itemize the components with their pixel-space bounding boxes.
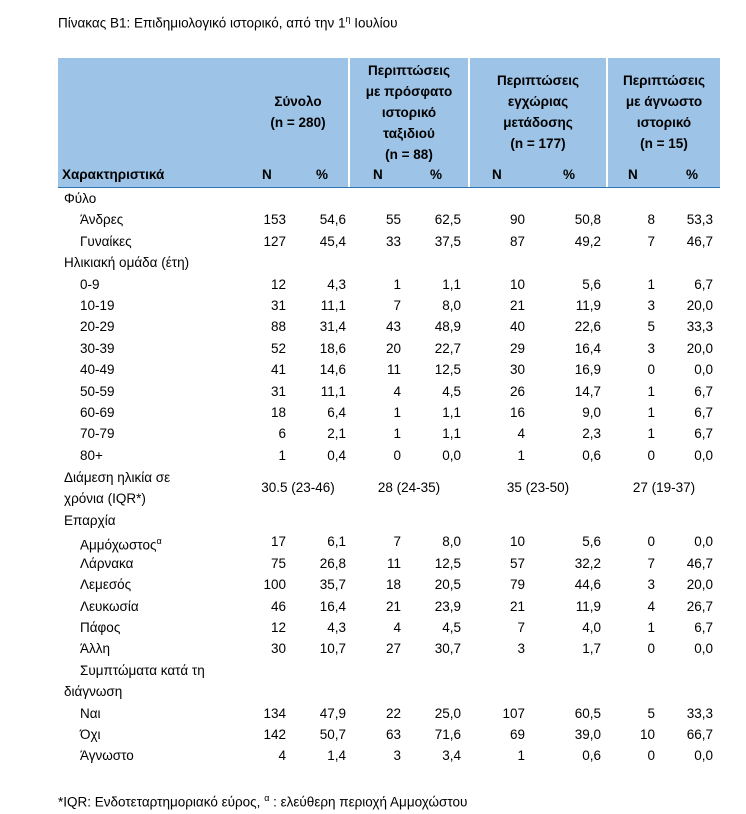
cell: 39,0	[574, 727, 601, 742]
cell: 0,6	[582, 447, 601, 463]
header-group-total: Σύνολο (n = 280)	[270, 94, 326, 130]
cell: 11,1	[320, 298, 346, 313]
table-row	[0, 638, 746, 659]
cell: 23,9	[434, 598, 461, 614]
table-row	[0, 359, 746, 380]
cell: 20,0	[686, 340, 713, 356]
cell: 5,6	[582, 534, 601, 550]
cell: 3	[517, 641, 525, 657]
n-header: N	[628, 167, 638, 182]
row-label: Διάμεση ηλικία σε	[64, 470, 171, 485]
cell: 1,1	[442, 276, 461, 292]
cell: 107	[502, 705, 525, 721]
row-label: Συμπτώματα κατά τη	[80, 662, 205, 678]
row-label: χρόνια (IQR*)	[64, 491, 146, 506]
table-title: Πίνακας Β1: Επιδημιολογικό ιστορικό, από την $1^\eta$ Ιουλίου	[58, 14, 398, 31]
footnote: *IQR: Ενδοτεταρτημοριακό εύρος, $^\alpha$ : ελεύθερη περιοχή Αμμοχώστου	[58, 793, 468, 810]
cell: 8,0	[442, 534, 461, 550]
row-label: Λάρνακα	[80, 555, 134, 571]
pct-header: %	[430, 167, 443, 182]
cell: 87	[509, 233, 525, 249]
cell: 153	[263, 212, 286, 228]
row-label: Ναι	[80, 705, 101, 721]
cell: 30.5 (23-46)	[261, 480, 335, 495]
cell: 0	[647, 748, 655, 764]
cell: 60,5	[574, 705, 601, 721]
cell: 88	[270, 319, 286, 335]
cell: 10,7	[319, 641, 346, 657]
cell: 55	[385, 212, 401, 228]
cell: 4,5	[442, 383, 461, 399]
cell: 0,0	[694, 534, 713, 550]
cell: 14,7	[574, 383, 601, 399]
cell: 20	[385, 340, 401, 356]
cell: 43	[385, 319, 401, 335]
cell: 6,7	[694, 620, 713, 635]
cell: 12	[270, 276, 286, 292]
table-row	[0, 553, 746, 574]
table-row	[0, 531, 746, 552]
cell: 4	[647, 598, 655, 614]
table-row	[0, 316, 746, 337]
table-row	[0, 274, 746, 295]
cell: 4,3	[327, 620, 346, 635]
characteristics-header: Χαρακτηριστικά	[62, 167, 165, 182]
cell: 21	[509, 598, 525, 614]
cell: 22,6	[574, 319, 601, 335]
cell: 11,9	[575, 298, 601, 313]
n-header: N	[262, 167, 272, 182]
cell: 7	[647, 233, 655, 249]
cell: 18	[385, 577, 401, 593]
cell: 46,7	[686, 233, 713, 249]
cell: 46	[270, 598, 286, 614]
cell: 12,5	[434, 555, 461, 571]
row-label: Άγνωστο	[80, 748, 134, 764]
table-row	[0, 231, 746, 252]
table-row	[0, 510, 746, 531]
cell: 33,3	[686, 705, 713, 721]
cell: 30,7	[434, 641, 461, 657]
cell: 31	[270, 298, 286, 313]
row-label: 20-29	[80, 319, 115, 335]
cell: 5	[647, 705, 655, 721]
cell: 47,9	[319, 705, 346, 721]
table-row	[0, 745, 746, 766]
cell: 3,4	[442, 748, 461, 764]
cell: 69	[509, 727, 525, 742]
row-label: Όχι	[80, 727, 101, 742]
cell: 0,6	[582, 748, 601, 764]
cell: 35 (23-50)	[506, 480, 570, 495]
cell: 1	[647, 405, 655, 420]
cell: 20,0	[686, 298, 713, 313]
cell: 4	[278, 748, 286, 764]
table-row	[0, 574, 746, 595]
row-label: Επαρχία	[64, 513, 116, 528]
cell: 1	[647, 276, 655, 292]
cell: 0,0	[442, 447, 461, 463]
cell: 17	[270, 534, 286, 550]
cell: 0	[647, 534, 655, 550]
pct-header: %	[563, 167, 576, 182]
cell: 26,7	[686, 598, 713, 614]
cell: 0	[647, 362, 655, 378]
cell: 48,9	[434, 319, 461, 335]
row-label: 30-39	[80, 340, 115, 356]
cell: 4,0	[582, 620, 601, 635]
cell: 0,0	[694, 641, 713, 657]
cell: 27	[385, 641, 401, 657]
cell: 1	[393, 426, 401, 442]
cell: 11,1	[320, 383, 346, 399]
cell: 4,5	[442, 620, 461, 635]
cell: 28 (24-35)	[377, 480, 441, 495]
cell: 62,5	[434, 212, 461, 228]
cell: 7	[647, 555, 655, 571]
cell: 6,7	[694, 276, 713, 292]
cell: 4,3	[327, 276, 346, 292]
row-label: διάγνωση	[64, 684, 123, 700]
cell: 3	[647, 340, 655, 356]
cell: 1	[393, 276, 401, 292]
cell: 53,3	[686, 212, 713, 228]
cell: 10	[639, 727, 655, 742]
cell: 5	[647, 319, 655, 335]
cell: 0,0	[694, 447, 713, 463]
cell: 8,0	[442, 298, 461, 313]
cell: 12	[270, 620, 286, 635]
cell: 20,0	[686, 577, 713, 593]
table-row	[0, 381, 746, 402]
n-header: N	[373, 167, 383, 182]
cell: 1	[647, 383, 655, 399]
cell: 40	[509, 319, 525, 335]
cell: 22	[385, 705, 401, 721]
cell: 6,1	[327, 534, 346, 550]
cell: 30	[509, 362, 525, 378]
row-label: 0-9	[80, 276, 100, 292]
cell: 22,7	[434, 340, 461, 356]
cell: 7	[393, 534, 401, 550]
row-label: Φύλο	[64, 191, 97, 206]
table-row	[0, 252, 746, 273]
header-group-local: Περιπτώσεις εγχώριας μετάδοσης (n = 177)	[496, 73, 580, 151]
cell: 100	[263, 577, 286, 593]
cell: 66,7	[686, 727, 713, 742]
cell: 57	[509, 555, 525, 571]
cell: 1,4	[327, 748, 346, 764]
row-label: 70-79	[80, 426, 115, 442]
cell: 32,2	[574, 555, 601, 571]
cell: 35,7	[319, 577, 346, 593]
cell: 1	[393, 405, 401, 420]
cell: 30	[270, 641, 286, 657]
cell: 10	[509, 276, 525, 292]
cell: 33,3	[686, 319, 713, 335]
cell: 41	[270, 362, 286, 378]
cell: 6,4	[327, 405, 346, 420]
row-label: 60-69	[80, 405, 115, 420]
cell: 1	[517, 748, 525, 764]
cell: 2,1	[327, 426, 346, 442]
cell: 1	[278, 447, 286, 463]
cell: 16,9	[574, 362, 601, 378]
cell: 63	[385, 727, 401, 742]
cell: 3	[393, 748, 401, 764]
table-row	[0, 423, 746, 444]
cell: 7	[517, 620, 525, 635]
table-row	[0, 445, 746, 466]
cell: 52	[270, 340, 286, 356]
cell: 1,1	[442, 426, 461, 442]
row-label: 40-49	[80, 362, 115, 378]
row-label: Λευκωσία	[80, 598, 139, 614]
row-label: Αμμόχωστος$^\alpha$	[80, 536, 162, 553]
cell: 134	[263, 705, 286, 721]
cell: 18,6	[319, 340, 346, 356]
cell: 46,7	[686, 555, 713, 571]
cell: 0,4	[327, 447, 346, 463]
row-label: Άνδρες	[80, 212, 124, 228]
cell: 142	[263, 727, 286, 742]
cell: 1,1	[442, 405, 461, 420]
table-row	[0, 660, 746, 681]
table-row	[0, 596, 746, 617]
cell: 6,7	[694, 383, 713, 399]
table-row	[0, 703, 746, 724]
cell: 25,0	[434, 705, 461, 721]
cell: 0,0	[694, 748, 713, 764]
cell: 50,7	[319, 727, 346, 742]
cell: 127	[263, 233, 286, 249]
cell: 1	[647, 620, 655, 635]
cell: 4	[517, 426, 525, 442]
table-row	[0, 209, 746, 230]
cell: 21	[385, 598, 401, 614]
row-label: Γυναίκες	[80, 233, 132, 249]
header-group-unknown: Περιπτώσεις με άγνωστο ιστορικό (n = 15)	[622, 73, 706, 151]
cell: 6	[278, 426, 286, 442]
cell: 79	[509, 577, 525, 593]
cell: 9,0	[582, 405, 601, 420]
cell: 54,6	[319, 212, 346, 228]
cell: 11	[386, 555, 401, 571]
table-row	[0, 617, 746, 638]
cell: 90	[509, 212, 525, 228]
cell: 0	[647, 641, 655, 657]
row-label: Λεμεσός	[80, 577, 132, 593]
cell: 16	[509, 405, 525, 420]
cell: 31	[270, 383, 286, 399]
cell: 20,5	[434, 577, 461, 593]
cell: 71,6	[434, 727, 461, 742]
cell: 3	[647, 298, 655, 313]
cell: 27 (19-37)	[632, 480, 696, 495]
row-label: 80+	[80, 447, 103, 463]
cell: 29	[509, 340, 525, 356]
table-row	[0, 338, 746, 359]
cell: 75	[270, 555, 286, 571]
row-label: 10-19	[80, 298, 115, 313]
cell: 6,7	[694, 405, 713, 420]
cell: 2,3	[582, 426, 601, 442]
cell: 4	[393, 620, 401, 635]
cell: 5,6	[582, 276, 601, 292]
cell: 33	[385, 233, 401, 249]
table-row	[0, 724, 746, 745]
cell: 49,2	[574, 233, 601, 249]
cell: 0	[393, 447, 401, 463]
row-label: 50-59	[80, 383, 115, 399]
cell: 4	[393, 383, 401, 399]
header-group-travel: Περιπτώσεις με πρόσφατο ιστορικό ταξιδιού (n = 88)	[365, 63, 453, 162]
cell: 8	[647, 212, 655, 228]
row-label: Άλλη	[80, 641, 111, 657]
cell: 11	[386, 362, 401, 378]
cell: 16,4	[574, 340, 601, 356]
table-row	[0, 402, 746, 423]
cell: 16,4	[319, 598, 346, 614]
table-row	[0, 295, 746, 316]
cell: 26	[509, 383, 525, 399]
cell: 44,6	[574, 577, 601, 593]
pct-header: %	[316, 167, 329, 182]
cell: 14,6	[319, 362, 346, 378]
cell: 31,4	[319, 319, 346, 335]
row-label: Πάφος	[80, 620, 121, 635]
cell: 50,8	[574, 212, 601, 228]
cell: 37,5	[434, 233, 461, 249]
cell: 45,4	[319, 233, 346, 249]
cell: 0,0	[694, 362, 713, 378]
n-header: N	[492, 167, 502, 182]
cell: 0	[647, 447, 655, 463]
cell: 6,7	[694, 426, 713, 442]
cell: 3	[647, 577, 655, 593]
cell: 18	[270, 405, 286, 420]
cell: 7	[393, 298, 401, 313]
table-row	[0, 681, 746, 702]
median-row-2	[0, 488, 746, 509]
cell: 1,7	[582, 641, 601, 657]
cell: 26,8	[319, 555, 346, 571]
cell: 10	[509, 534, 525, 550]
cell: 1	[647, 426, 655, 442]
cell: 11,9	[575, 598, 601, 614]
row-label: Ηλικιακή ομάδα (έτη)	[64, 255, 190, 271]
cell: 12,5	[434, 362, 461, 378]
cell: 1	[517, 447, 525, 463]
cell: 21	[509, 298, 525, 313]
table-row	[0, 188, 746, 209]
pct-header: %	[686, 167, 699, 182]
